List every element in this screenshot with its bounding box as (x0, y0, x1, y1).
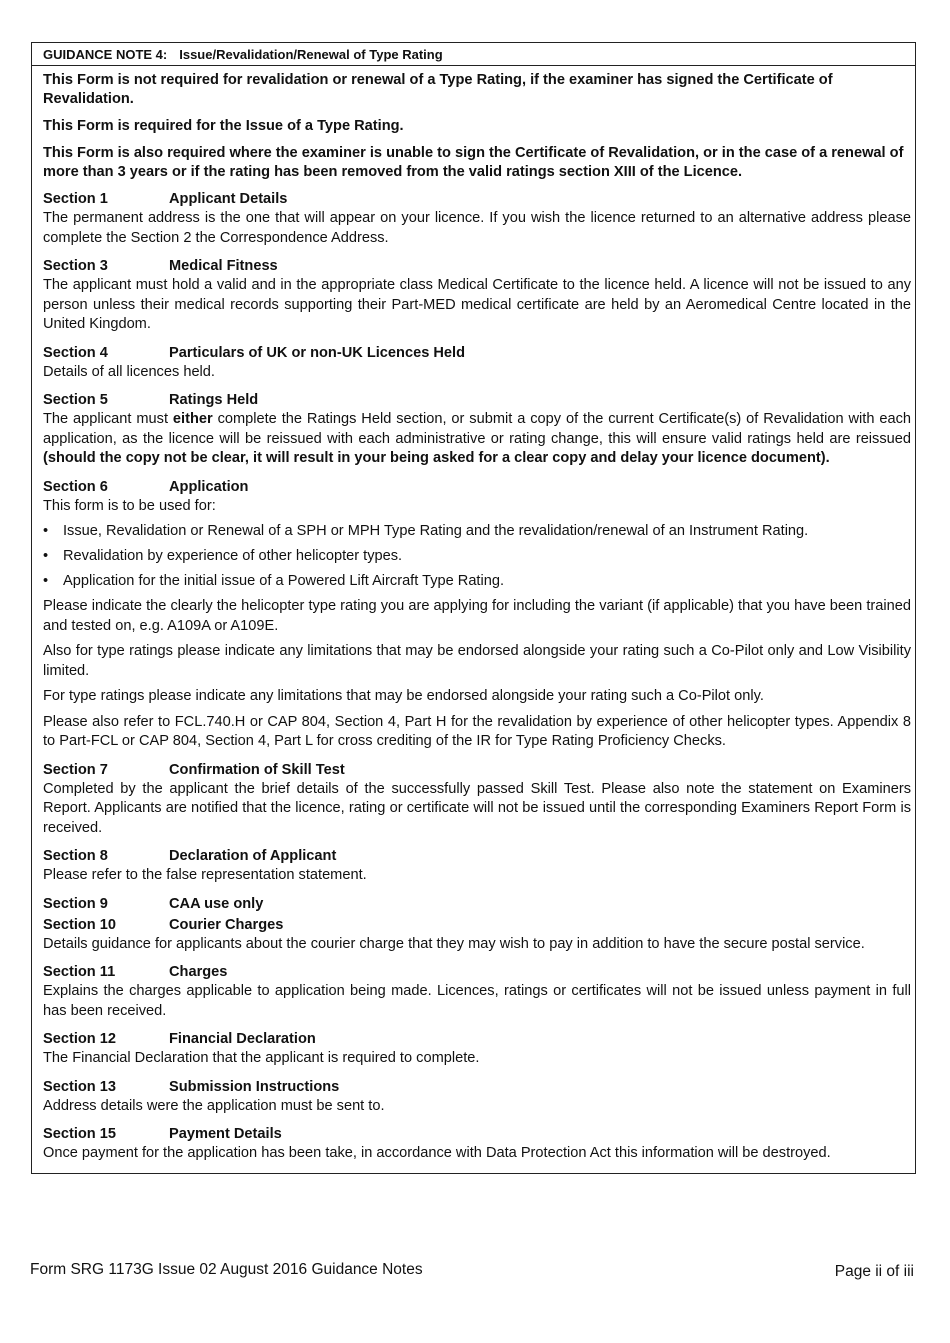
section-title: CAA use only (169, 895, 264, 912)
section-title: Declaration of Applicant (169, 848, 337, 864)
section-number: Section 11 (43, 964, 116, 980)
guidance-content (32, 66, 915, 1164)
guidance-note-header (32, 43, 915, 66)
text-run: The applicant must (43, 411, 173, 427)
section-text: Explains the charges applicable to application being made. Licences, ratings or certificates will not be issued unless payment in full has been received. (43, 983, 911, 1019)
intro-also-required: This Form is also required where the examiner is unable to sign the Certificate of Revalidation, or in the case of a renewal of more than 3 years or if the rating has been removed from the valid ratings section XIII of the Licence. (43, 145, 904, 180)
section-number: Section 4 (43, 344, 108, 361)
section-number: Section 8 (43, 848, 108, 864)
list-item: • Revalidation by experience of other helicopter types. (43, 548, 403, 564)
section-heading (43, 895, 911, 914)
section-title: Courier Charges (169, 916, 284, 933)
section-number: Section 13 (43, 1078, 116, 1095)
section-text: Details of all licences held. (43, 363, 215, 380)
guidance-note-label: GUIDANCE NOTE 4: (43, 47, 168, 62)
section-6 (43, 478, 911, 752)
section-title: Financial Declaration (169, 1031, 316, 1047)
section-title: Confirmation of Skill Test (169, 761, 345, 778)
section-11 (43, 963, 911, 1021)
section-heading (43, 916, 911, 935)
section-15 (43, 1125, 911, 1164)
section-number: Section 9 (43, 895, 108, 912)
section-heading (43, 761, 911, 780)
section-title: Applicant Details (169, 191, 288, 207)
bullet-icon: • (43, 523, 49, 539)
section-title: Payment Details (169, 1126, 282, 1142)
section-heading (43, 190, 911, 209)
section-number: Section 12 (43, 1031, 116, 1047)
section-3 (43, 257, 911, 335)
section-text (43, 410, 911, 469)
section-12 (43, 1030, 911, 1069)
section-title: Medical Fitness (169, 258, 278, 274)
section-8 (43, 847, 911, 886)
section-13 (43, 1078, 911, 1117)
section-heading (43, 847, 911, 866)
section-text: Completed by the applicant the brief details of the successfully passed Skill Test. Please also note the statement on Examiners Report. Applicants are notified that the licence, rating or certificate will not be issued until the corresponding Examiners Report Form is received. (43, 780, 911, 836)
section-title: Ratings Held (169, 392, 259, 408)
section-text: The permanent address is the one that will appear on your licence. If you wish the licence returned to an alternative address please complete the Section 2 the Correspondence Address. (43, 210, 911, 246)
section-text: The applicant must hold a valid and in the appropriate class Medical Certificate to the licence held. A licence will not be issued to any person unless their medical records supporting their Part-MED medical certificate are held by an Aeromedical Centre located in the United Kingdom. (43, 277, 911, 332)
bullet-icon: • (43, 573, 49, 589)
bullet-icon: • (43, 548, 49, 564)
section-9 (43, 895, 911, 914)
guidance-note-title: Issue/Revalidation/Renewal of Type Rating (179, 47, 443, 62)
section-number: Section 5 (43, 392, 108, 408)
intro-not-required: This Form is not required for revalidation or renewal of a Type Rating, if the examiner has signed the Certificate of Revalidation. (43, 72, 833, 107)
section-number: Section 6 (43, 478, 108, 495)
application-uses-list (43, 522, 911, 591)
form-reference: Form SRG 1173G Issue 02 August 2016 Guidance Notes (30, 1261, 423, 1278)
section-heading (43, 391, 911, 410)
section-lead: This form is to be used for: (43, 497, 216, 514)
list-item: • Application for the initial issue of a Powered Lift Aircraft Type Rating. (43, 573, 505, 589)
section-text: Details guidance for applicants about the courier charge that they may wish to pay in addition to have the secure postal service. (43, 935, 865, 952)
section-heading (43, 963, 911, 982)
section-text: Please refer to the false representation statement. (43, 867, 367, 883)
text-run: complete the Ratings Held section, or submit a copy of the current Certificate(s) of Revalidation with each application, as the licence will be reissued with each administrative or rating change, this will ensure valid ratings held are reissued (43, 411, 911, 447)
section-title: Particulars of UK or non-UK Licences Held (169, 344, 465, 361)
page-number: Page ii of iii (834, 1263, 914, 1280)
section-1 (43, 190, 911, 248)
section-text: For type ratings please indicate any limitations that may be endorsed alongside your rating such a Co-Pilot only. (43, 688, 764, 704)
section-number: Section 15 (43, 1126, 116, 1142)
section-7 (43, 761, 911, 839)
emphasis-clear-copy: (should the copy not be clear, it will result in your being asked for a clear copy and delay your licence document). (43, 450, 830, 466)
section-text: Also for type ratings please indicate any limitations that may be endorsed alongside your rating such a Co-Pilot only and Low Visibility limited. (43, 643, 911, 679)
section-text: Address details were the application must be sent to. (43, 1097, 385, 1114)
section-number: Section 1 (43, 191, 108, 207)
section-text: Please also refer to FCL.740.H or CAP 804, Section 4, Part H for the revalidation by experience of other helicopter types. Appendix 8 to Part-FCL or CAP 804, Section 4, Part L for cross crediting of the IR for Type Rating Proficiency Checks. (43, 713, 911, 749)
section-10 (43, 916, 911, 955)
section-text: Once payment for the application has been take, in accordance with Data Protection Act this information will be destroyed. (43, 1145, 831, 1161)
section-heading (43, 344, 911, 363)
section-heading (43, 1030, 911, 1049)
section-heading (43, 1125, 911, 1144)
section-number: Section 10 (43, 916, 116, 933)
section-heading (43, 1078, 911, 1097)
section-title: Submission Instructions (169, 1078, 340, 1095)
emphasis-either: either (172, 411, 213, 427)
section-heading (43, 257, 911, 276)
section-number: Section 3 (43, 258, 108, 274)
section-text: Please indicate the clearly the helicopter type rating you are applying for including the variant (if applicable) that you have been trained and tested on, e.g. A109A or A109E. (43, 598, 911, 634)
section-text: The Financial Declaration that the applicant is required to complete. (43, 1050, 480, 1066)
section-5 (43, 391, 911, 469)
section-number: Section 7 (43, 761, 108, 778)
guidance-note-box (31, 42, 916, 1174)
section-title: Charges (169, 964, 228, 980)
section-4 (43, 344, 911, 383)
list-item: • Issue, Revalidation or Renewal of a SPH or MPH Type Rating and the revalidation/renewal of an Instrument Rating. (43, 523, 809, 539)
section-title: Application (169, 478, 249, 495)
intro-required-issue: This Form is required for the Issue of a Type Rating. (43, 118, 404, 134)
section-heading (43, 478, 911, 497)
